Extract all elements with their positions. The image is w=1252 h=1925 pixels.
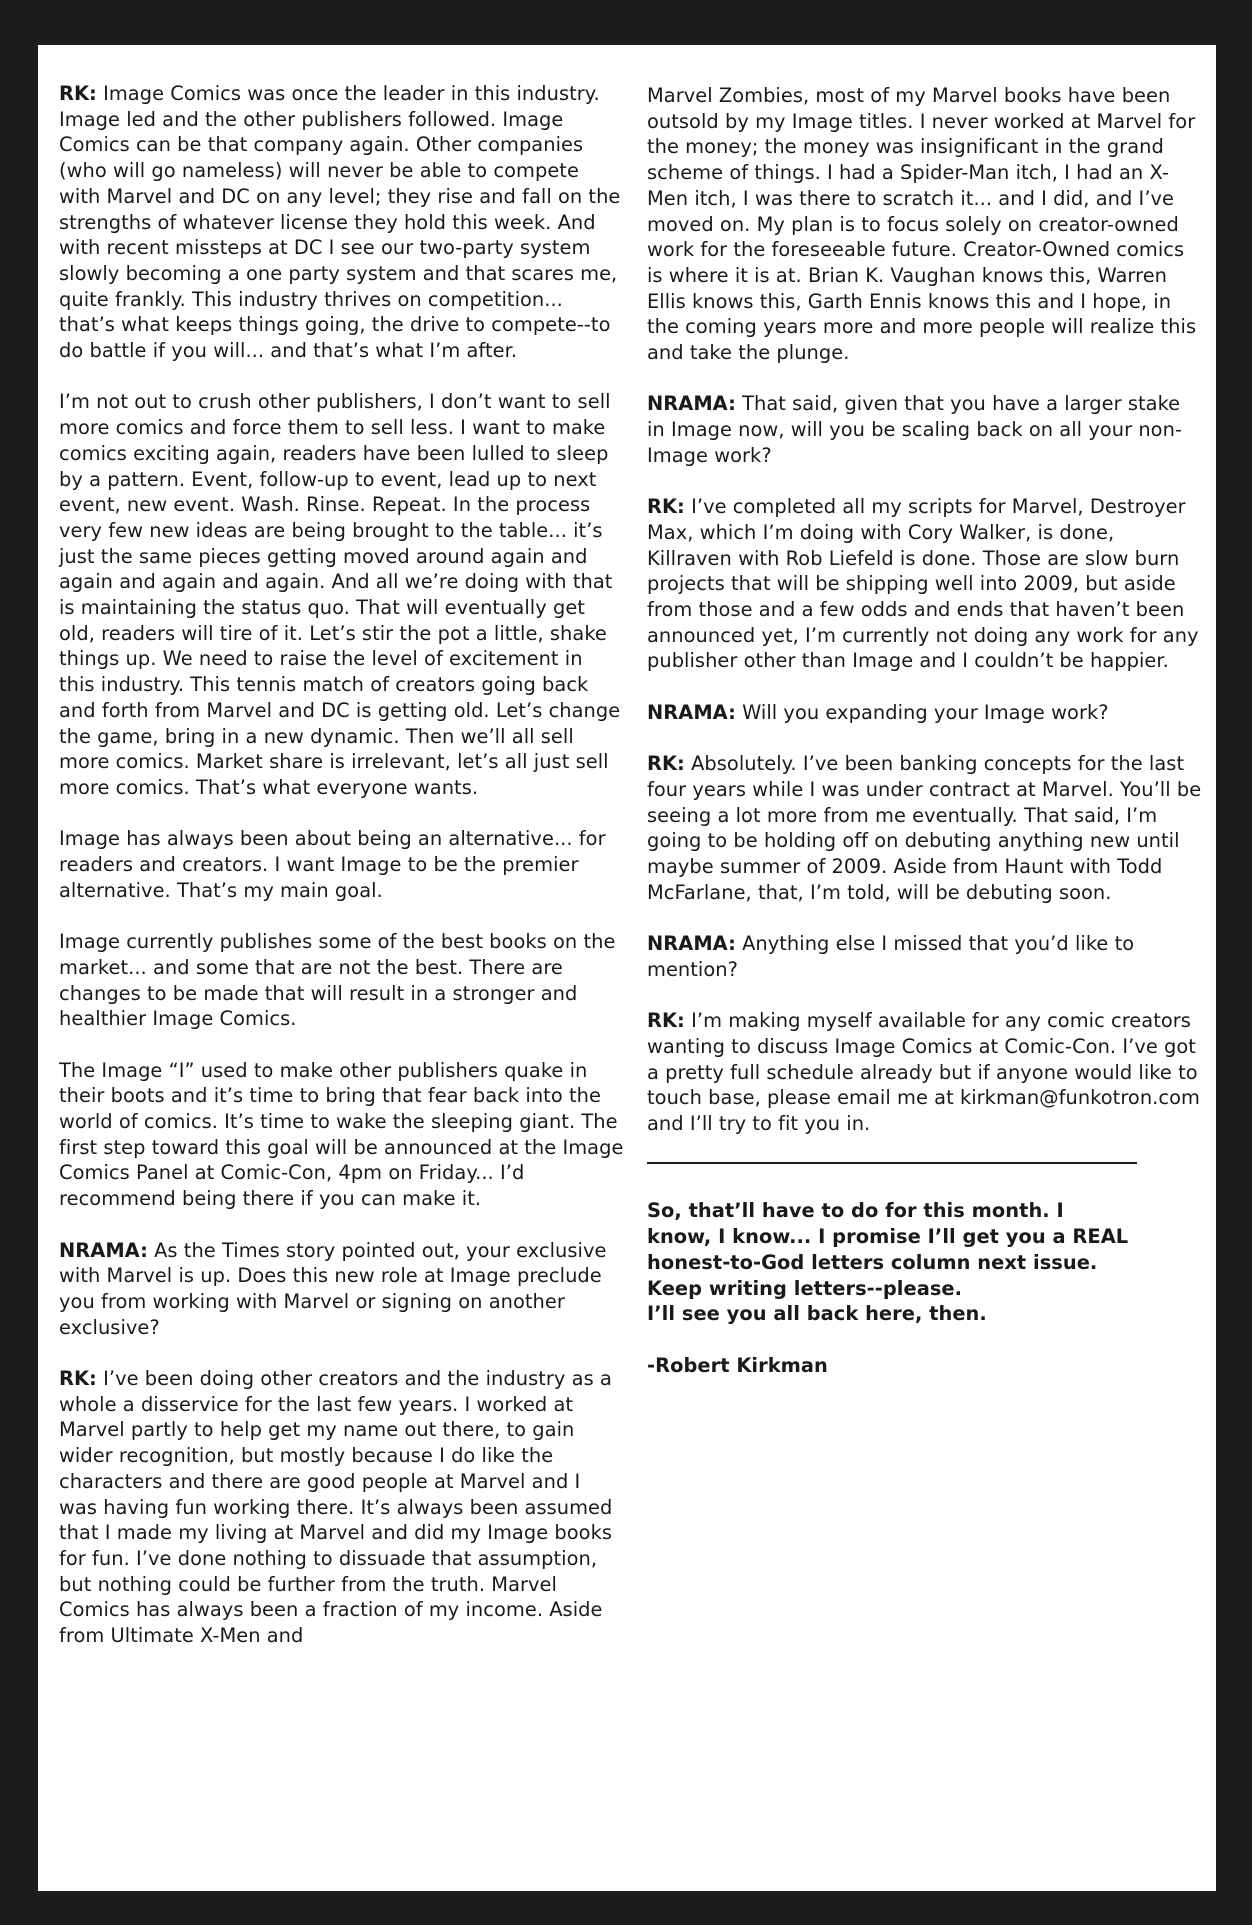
closing-line: I’ll see you all back here, then. (647, 1302, 987, 1326)
speaker-label: NRAMA: (647, 700, 736, 724)
paragraph-text: Image currently publishes some of the best books on the market... and some that are not the best. There are changes to be made that will result in a stronger and healthier Image Comics. (59, 930, 616, 1031)
paragraph-text: Absolutely. I’ve been banking concepts for the last four years while I was under contract at Marvel. You’ll be seeing a lot more from me eventually. That said, I’m going to be holding off on debuting anything new until maybe summer of 2009. Aside from Haunt with Todd McFarlane, that, I’m told, will be debuting soon. (647, 752, 1202, 904)
paragraph-text: I’m not out to crush other publishers, I don’t want to sell more comics and force them to sell less. I want to make comics exciting again, readers have been lulled to sleep by a pattern. Event, follow-up to event, lead up to next event, new event. Wash. Rinse. Repeat. In the process very few new ideas are being brought to the table... it’s just the same pieces getting moved around again and again and again and again. And all we’re doing with that is maintaining the status quo. That will eventually get old, readers will tire of it. Let’s stir the pot a little, shake things up. We need to raise the level of excitement in this industry. This tennis match of creators going back and forth from Marvel and DC is getting old. Let’s change the game, bring in a new dynamic. Then we’ll all sell more comics. Market share is irrelevant, let’s all just sell more comics. That’s what everyone wants. (59, 390, 621, 799)
speaker-label: NRAMA: (647, 392, 736, 416)
speaker-label: RK: (647, 1009, 685, 1033)
closing-note (647, 1198, 1202, 1327)
paragraph-text: Marvel Zombies, most of my Marvel books have been outsold by my Image titles. I never worked at Marvel for the money; the money was insignificant in the grand scheme of things. I had a Spider-Man itch, I had an X-Men itch, I was there to scratch it... and I did, and I’ve moved on. My plan is to focus solely on creator-owned work for the foreseeable future. Creator-Owned comics is where it is at. Brian K. Vaughan knows this, Warren Ellis knows this, Garth Ennis knows this and I hope, in the coming years more and more people will realize this and take the plunge. (647, 84, 1197, 365)
paragraph-text: I’ve been doing other creators and the industry as a whole a disservice for the last few years. I worked at Marvel partly to help get my name out there, to gain wider recognition, but mostly because I do like the characters and there are good people at Marvel and I was having fun working there. It’s always been assumed that I made my living at Marvel and did my Image books for fun. I’ve done nothing to dissuade that assumption, but nothing could be further from the truth. Marvel Comics has always been a fraction of my income. Aside from Ultimate X-Men and (59, 1367, 613, 1648)
paragraph (647, 700, 1202, 726)
speaker-label: RK: (647, 495, 685, 519)
paragraph (647, 494, 1202, 674)
closing-line: know, I know... I promise I’ll get you a REAL (647, 1225, 1129, 1249)
paragraph-text: Image Comics was once the leader in this industry. Image led and the other publishers followed. Image Comics can be that company again. Other companies (who will go nameless) will never be able to compete with Marvel and DC on any level; they rise and fall on the strengths of whatever license they hold this week. And with recent missteps at DC I see our two-party system slowly becoming a one party system and that scares me, quite frankly. This industry thrives on competition... that’s what keeps things going, the drive to compete--to do battle if you will... and that’s what I’m after. (59, 82, 621, 363)
paragraph-text: I’ve completed all my scripts for Marvel, Destroyer Max, which I’m doing with Cory Walker, is done, Killraven with Rob Liefeld is done. Those are slow burn projects that will be shipping well into 2009, but aside from those and a few odds and ends that haven’t been announced yet, I’m currently not doing any work for any publisher other than Image and I couldn’t be happier. (647, 495, 1199, 673)
paragraph (647, 1008, 1202, 1137)
paragraph (647, 931, 1202, 982)
speaker-label: NRAMA: (59, 1238, 148, 1262)
paragraph (59, 1238, 624, 1341)
paragraph-text: Image has always been about being an alternative... for readers and creators. I want Image to be the premier alternative. That’s my main goal. (59, 827, 606, 902)
speaker-label: RK: (647, 752, 685, 776)
paragraph-text: That said, given that you have a larger stake in Image now, will you be scaling back on all your non-Image work? (647, 392, 1182, 467)
divider-rule (647, 1162, 1137, 1164)
signature: -Robert Kirkman (647, 1353, 828, 1377)
paragraph (59, 826, 624, 903)
closing-line: Keep writing letters--please. (647, 1276, 963, 1300)
left-column (59, 81, 624, 1649)
paragraph (59, 929, 624, 1032)
paragraph-text: As the Times story pointed out, your exclusive with Marvel is up. Does this new role at Image preclude you from working with Marvel or signing on another exclusive? (59, 1238, 607, 1339)
closing-line: So, that’ll have to do for this month. I (647, 1199, 1064, 1223)
paragraph (647, 751, 1202, 905)
paragraph-text: The Image “I” used to make other publishers quake in their boots and it’s time to bring that fear back into the world of comics. It’s time to wake the sleeping giant. The first step toward this goal will be announced at the Image Comics Panel at Comic-Con, 4pm on Friday... I’d recommend being there if you can make it. (59, 1058, 624, 1211)
speaker-label: RK: (59, 1367, 97, 1391)
speaker-label: RK: (59, 82, 97, 105)
paragraph (59, 1058, 624, 1212)
paragraph-text: Will you expanding your Image work? (735, 700, 1109, 724)
paragraph (59, 389, 624, 800)
paragraph (647, 83, 1202, 366)
paragraph (647, 391, 1202, 468)
paragraph (59, 1366, 624, 1649)
right-column (647, 83, 1202, 1378)
paragraph-text: Anything else I missed that you’d like to mention? (647, 932, 1135, 981)
closing-line: honest-to-God letters column next issue. (647, 1250, 1098, 1274)
paragraph-text: I’m making myself available for any comic creators wanting to discuss Image Comics at Comic-Con. I’ve got a pretty full schedule already but if anyone would like to touch base, please email me at kirkman@funkotron.com and I’ll try to fit you in. (647, 1009, 1200, 1136)
paragraph (59, 81, 624, 364)
letters-page (38, 45, 1216, 1891)
speaker-label: NRAMA: (647, 932, 736, 956)
